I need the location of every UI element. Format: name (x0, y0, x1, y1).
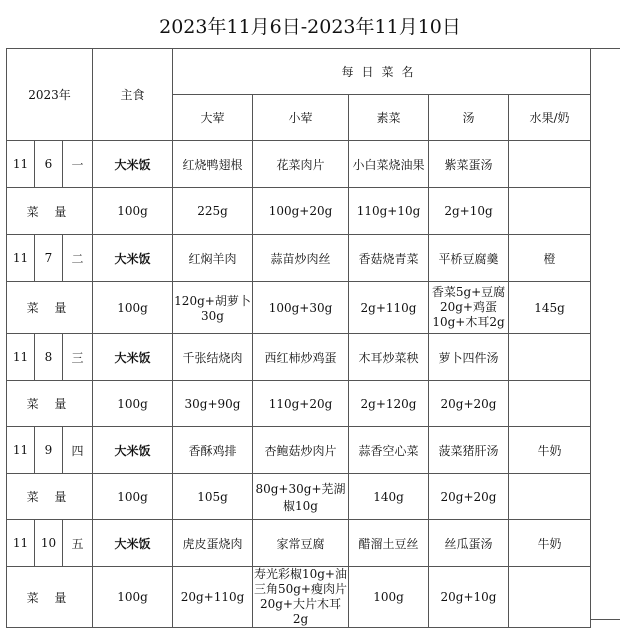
weekday-cell: 三 (63, 334, 93, 381)
qty-fruit-milk: 145g (509, 282, 591, 334)
qty-small-meat: 100g+30g (253, 282, 349, 334)
quantity-row (7, 282, 591, 334)
qty-vegetable: 100g (349, 567, 429, 628)
month-cell: 11 (7, 235, 35, 282)
day-cell: 10 (35, 520, 63, 567)
dish-big-meat: 红烧鸭翅根 (173, 141, 253, 188)
quantity-label: 菜 量 (7, 381, 93, 427)
dish-soup: 萝卜四件汤 (429, 334, 509, 381)
qty-fruit-milk (509, 381, 591, 427)
weekday-cell: 五 (63, 520, 93, 567)
dish-vegetable: 醋溜土豆丝 (349, 520, 429, 567)
qty-soup: 2g+10g (429, 188, 509, 235)
header-year-label: 2023年 (28, 88, 71, 102)
quantity-label: 菜 量 (7, 567, 93, 628)
table-row (7, 235, 591, 282)
table-row (7, 427, 591, 474)
month-cell: 11 (7, 520, 35, 567)
table-row (7, 141, 591, 188)
qty-small-meat: 寿光彩椒10g+油三角50g+瘦肉片20g+大片木耳2g (253, 567, 347, 626)
dish-big-meat: 红焖羊肉 (173, 235, 253, 282)
qty-vegetable: 2g+110g (349, 282, 429, 334)
staple-cell: 大米饭 (93, 141, 173, 188)
qty-big-meat: 105g (173, 474, 253, 520)
staple-quantity: 100g (93, 188, 173, 235)
quantity-row (7, 188, 591, 235)
header-daily-menu: 每日菜名 (173, 49, 591, 95)
dish-soup: 平桥豆腐羹 (429, 235, 509, 282)
dish-vegetable: 小白菜烧油果 (349, 141, 429, 188)
dish-fruit-milk: 牛奶 (509, 427, 591, 474)
dish-big-meat: 千张结烧肉 (173, 334, 253, 381)
dish-soup: 丝瓜蛋汤 (429, 520, 509, 567)
header-col-fruit-milk: 水果/奶 (509, 95, 591, 141)
quantity-label: 菜 量 (7, 474, 93, 520)
day-cell: 9 (35, 427, 63, 474)
header-col-vegetable: 素菜 (349, 95, 429, 141)
qty-vegetable: 2g+120g (349, 381, 429, 427)
qty-big-meat: 225g (173, 188, 253, 235)
weekday-cell: 一 (63, 141, 93, 188)
dish-vegetable: 木耳炒菜秧 (349, 334, 429, 381)
dish-fruit-milk (509, 141, 591, 188)
table-right-edge (590, 48, 620, 620)
table-row (7, 520, 591, 567)
staple-quantity: 100g (93, 474, 173, 520)
weekday-cell: 二 (63, 235, 93, 282)
staple-quantity: 100g (93, 381, 173, 427)
dish-big-meat: 香酥鸡排 (173, 427, 253, 474)
day-cell: 8 (35, 334, 63, 381)
staple-cell: 大米饭 (93, 520, 173, 567)
dish-soup: 紫菜蛋汤 (429, 141, 509, 188)
dish-soup: 菠菜猪肝汤 (429, 427, 509, 474)
header-col-big-meat: 大荤 (173, 95, 253, 141)
quantity-row (7, 567, 591, 628)
page-title: 2023年11月6日-2023年11月10日 (159, 16, 461, 38)
quantity-row (7, 474, 591, 520)
header-col-small-meat: 小荤 (253, 95, 349, 141)
dish-fruit-milk (509, 334, 591, 381)
dish-small-meat: 家常豆腐 (253, 520, 349, 567)
qty-fruit-milk (509, 567, 591, 628)
staple-cell: 大米饭 (93, 427, 173, 474)
qty-big-meat: 120g+胡萝卜30g (173, 282, 253, 334)
quantity-label: 菜 量 (7, 188, 93, 235)
dish-vegetable: 蒜香空心菜 (349, 427, 429, 474)
qty-fruit-milk (509, 474, 591, 520)
day-cell: 7 (35, 235, 63, 282)
qty-fruit-milk (509, 188, 591, 235)
staple-quantity: 100g (93, 567, 173, 628)
qty-soup: 香菜5g+豆腐20g+鸡蛋10g+木耳2g (429, 282, 509, 334)
dish-vegetable: 香菇烧青菜 (349, 235, 429, 282)
dish-small-meat: 蒜苗炒肉丝 (253, 235, 349, 282)
month-cell: 11 (7, 427, 35, 474)
header-year (7, 49, 93, 141)
dish-small-meat: 杏鲍菇炒肉片 (253, 427, 349, 474)
month-cell: 11 (7, 334, 35, 381)
quantity-label: 菜 量 (7, 282, 93, 334)
dish-small-meat: 西红柿炒鸡蛋 (253, 334, 349, 381)
qty-soup: 20g+20g (429, 474, 509, 520)
qty-big-meat: 30g+90g (173, 381, 253, 427)
qty-soup: 20g+20g (429, 381, 509, 427)
qty-soup: 20g+10g (429, 567, 509, 628)
weekday-cell: 四 (63, 427, 93, 474)
dish-big-meat: 虎皮蛋烧肉 (173, 520, 253, 567)
dish-fruit-milk: 牛奶 (509, 520, 591, 567)
menu-table (6, 48, 591, 628)
qty-small-meat: 110g+20g (253, 381, 349, 427)
qty-small-meat: 80g+30g+芜湖椒10g (253, 474, 349, 520)
dish-small-meat: 花菜肉片 (253, 141, 349, 188)
qty-vegetable: 110g+10g (349, 188, 429, 235)
staple-quantity: 100g (93, 282, 173, 334)
header-staple: 主食 (93, 49, 173, 141)
staple-cell: 大米饭 (93, 235, 173, 282)
qty-big-meat: 20g+110g (173, 567, 253, 628)
table-row (7, 334, 591, 381)
month-cell: 11 (7, 141, 35, 188)
qty-vegetable: 140g (349, 474, 429, 520)
staple-cell: 大米饭 (93, 334, 173, 381)
header-col-soup: 汤 (429, 95, 509, 141)
day-cell: 6 (35, 141, 63, 188)
quantity-row (7, 381, 591, 427)
qty-small-meat: 100g+20g (253, 188, 349, 235)
dish-fruit-milk: 橙 (509, 235, 591, 282)
